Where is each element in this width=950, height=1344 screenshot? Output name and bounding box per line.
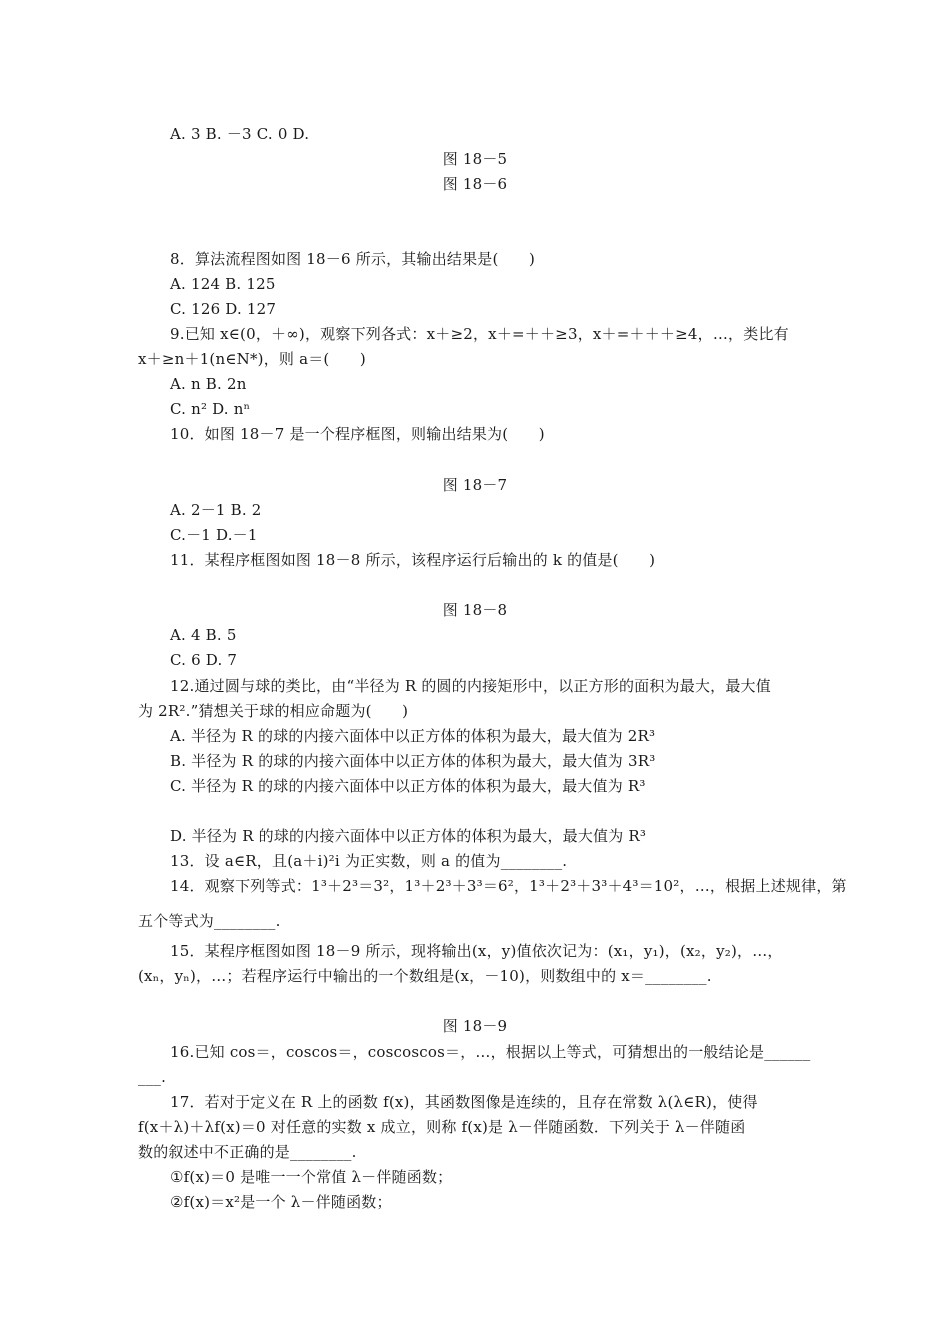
q9-options-cd: C. n² D. nⁿ xyxy=(170,400,251,418)
q15-stem-line2: (xₙ，yₙ)，…；若程序运行中输出的一个数组是(x，－10)，则数组中的 x＝________. xyxy=(138,967,712,985)
q14-stem-line1: 14．观察下列等式：1³＋2³＝3²，1³＋2³＋3³＝6²，1³＋2³＋3³＋4³＝10²，…，根据上述规律，第 xyxy=(170,877,847,895)
q13-stem: 13．设 a∈R，且(a＋i)²i 为正实数，则 a 的值为________. xyxy=(170,852,568,870)
q17-statement-2: ②f(x)＝x²是一个 λ－伴随函数； xyxy=(170,1193,392,1211)
q7-options: A. 3 B. －3 C. 0 D. xyxy=(170,125,310,143)
figure-caption-18-7: 图 18－7 xyxy=(442,476,508,494)
q10-options-cd: C.－1 D.－1 xyxy=(170,526,258,544)
figure-caption-18-9: 图 18－9 xyxy=(442,1017,508,1035)
q16-stem-line2: ___. xyxy=(138,1068,167,1086)
q10-options-ab: A. 2－1 B. 2 xyxy=(170,501,262,519)
figure-caption-18-8: 图 18－8 xyxy=(442,601,508,619)
q8-stem: 8．算法流程图如图 18－6 所示，其输出结果是( ) xyxy=(170,250,536,268)
q11-stem: 11．某程序框图如图 18－8 所示，该程序运行后输出的 k 的值是( ) xyxy=(170,551,656,569)
q9-stem-line1: 9.已知 x∈(0，＋∞)，观察下列各式：x＋≥2，x＋=＋＋≥3，x＋=＋＋＋≥4，…，类比有 xyxy=(170,325,789,343)
q14-stem-line2: 五个等式为________. xyxy=(138,912,281,930)
q12-stem-line1: 12.通过圆与球的类比，由“半径为 R 的圆的内接矩形中，以正方形的面积为最大，最大值 xyxy=(170,677,771,695)
q15-stem-line1: 15．某程序框图如图 18－9 所示，现将输出(x，y)值依次记为：(x₁，y₁)，(x₂，y₂)，…， xyxy=(170,942,783,960)
q12-stem-line2: 为 2R².”猜想关于球的相应命题为( ) xyxy=(138,702,409,720)
q17-stem-line2: f(x＋λ)＋λf(x)＝0 对任意的实数 x 成立，则称 f(x)是 λ－伴随函数．下列关于 λ－伴随函 xyxy=(138,1118,746,1136)
q12-option-a: A. 半径为 R 的球的内接六面体中以正方体的体积为最大，最大值为 2R³ xyxy=(170,727,656,745)
figure-caption-18-6: 图 18－6 xyxy=(442,175,508,193)
q17-statement-1: ①f(x)＝0 是唯一一个常值 λ－伴随函数； xyxy=(170,1168,453,1186)
q12-option-b: B. 半径为 R 的球的内接六面体中以正方体的体积为最大，最大值为 3R³ xyxy=(170,752,656,770)
q16-stem-line1: 16.已知 cos＝，coscos＝，coscoscos＝，…，根据以上等式，可猜想出的一般结论是______ xyxy=(170,1043,811,1061)
q9-stem-line2: x＋≥n＋1(n∈N*)，则 a＝( ) xyxy=(138,350,366,368)
q11-options-ab: A. 4 B. 5 xyxy=(170,626,237,644)
q8-options-ab: A. 124 B. 125 xyxy=(170,275,276,293)
q17-stem-line3: 数的叙述中不正确的是________. xyxy=(138,1143,357,1161)
q12-option-c: C. 半径为 R 的球的内接六面体中以正方体的体积为最大，最大值为 R³ xyxy=(170,777,646,795)
q9-options-ab: A. n B. 2n xyxy=(170,375,247,393)
q10-stem: 10．如图 18－7 是一个程序框图，则输出结果为( ) xyxy=(170,425,545,443)
q12-option-d: D. 半径为 R 的球的内接六面体中以正方体的体积为最大，最大值为 R³ xyxy=(170,827,647,845)
q17-stem-line1: 17．若对于定义在 R 上的函数 f(x)，其函数图像是连续的，且存在常数 λ(λ∈R)，使得 xyxy=(170,1093,758,1111)
q8-options-cd: C. 126 D. 127 xyxy=(170,300,277,318)
q11-options-cd: C. 6 D. 7 xyxy=(170,651,238,669)
figure-caption-18-5: 图 18－5 xyxy=(442,150,508,168)
